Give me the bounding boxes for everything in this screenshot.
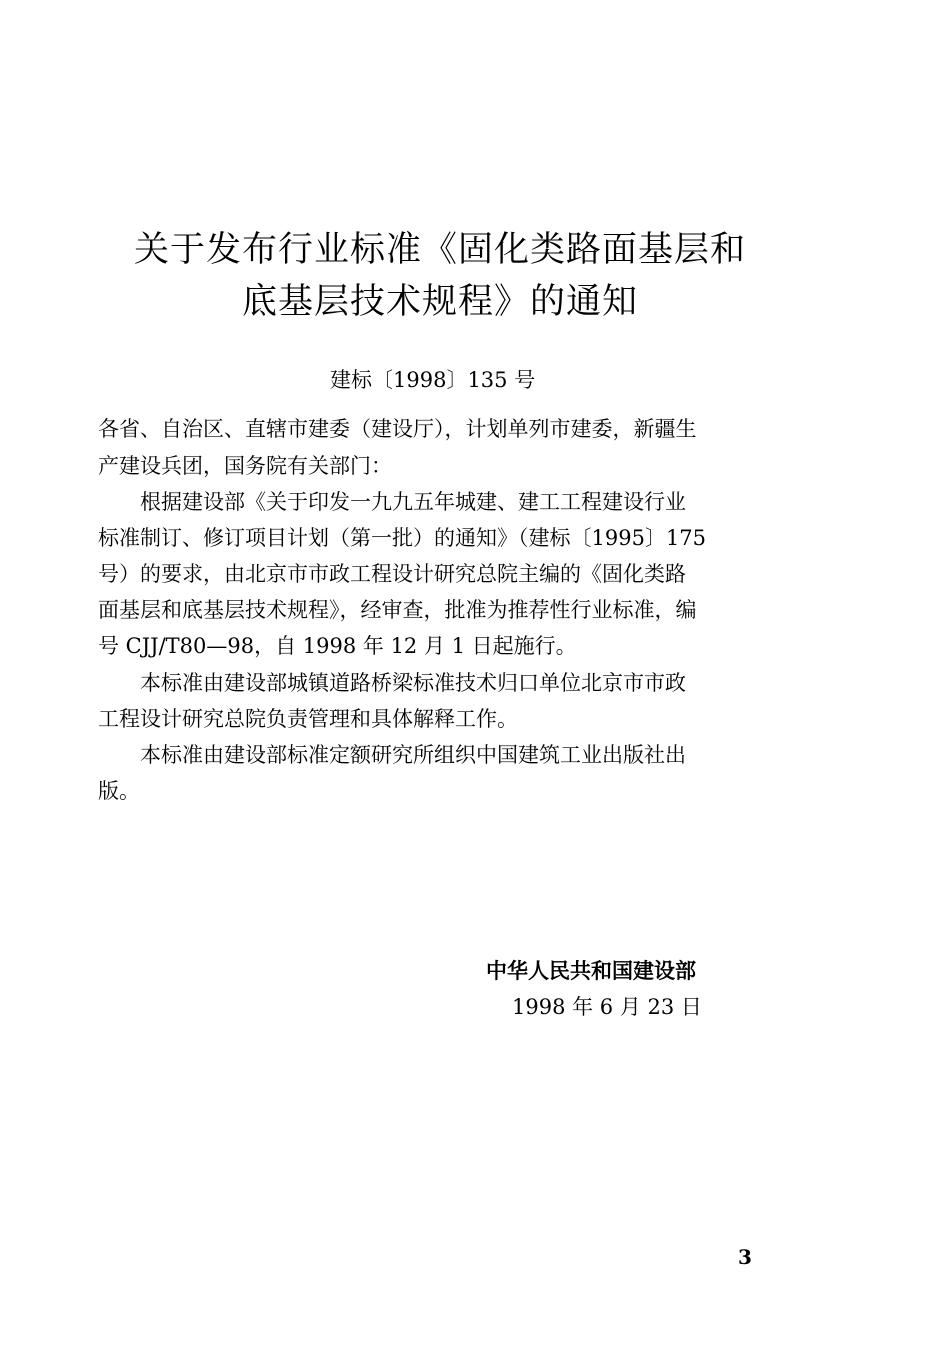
notice-title-line-2: 底基层技术规程》的通知 <box>241 282 638 322</box>
paragraph-1-line-4: 面基层和底基层技术规程》，经审查，批准为推荐性行业标准，编 <box>98 598 697 622</box>
notice-title-line-1: 关于发布行业标准《固化类路面基层和 <box>133 230 746 270</box>
issuing-authority: 中华人民共和国建设部 <box>486 958 696 983</box>
paragraph-1-line-1: 根据建设部《关于印发一九九五年城建、建工工程建设行业 <box>98 490 686 514</box>
paragraph-3-line-2: 版。 <box>98 779 140 803</box>
paragraph-1-line-3: 号）的要求，由北京市市政工程设计研究总院主编的《固化类路 <box>98 562 686 586</box>
addressee-line-2: 产建设兵团，国务院有关部门： <box>98 454 392 478</box>
issue-date: 1998 年 6 月 23 日 <box>512 995 702 1019</box>
document-number: 建标〔1998〕135 号 <box>330 368 536 392</box>
paragraph-3-line-1: 本标准由建设部标准定额研究所组织中国建筑工业出版社出 <box>98 743 686 767</box>
paragraph-1-line-2: 标准制订、修订项目计划（第一批）的通知》（建标〔1995〕175 <box>98 526 707 550</box>
paragraph-2-line-1: 本标准由建设部城镇道路桥梁标准技术归口单位北京市市政 <box>98 671 686 695</box>
addressee-line-1: 各省、自治区、直辖市建委（建设厅），计划单列市建委，新疆生 <box>98 417 697 441</box>
paragraph-2-line-2: 工程设计研究总院负责管理和具体解释工作。 <box>98 707 518 731</box>
page-number: 3 <box>738 1245 752 1269</box>
paragraph-1-line-5: 号 CJJ/T80—98，自 1998 年 12 月 1 日起施行。 <box>98 634 577 658</box>
